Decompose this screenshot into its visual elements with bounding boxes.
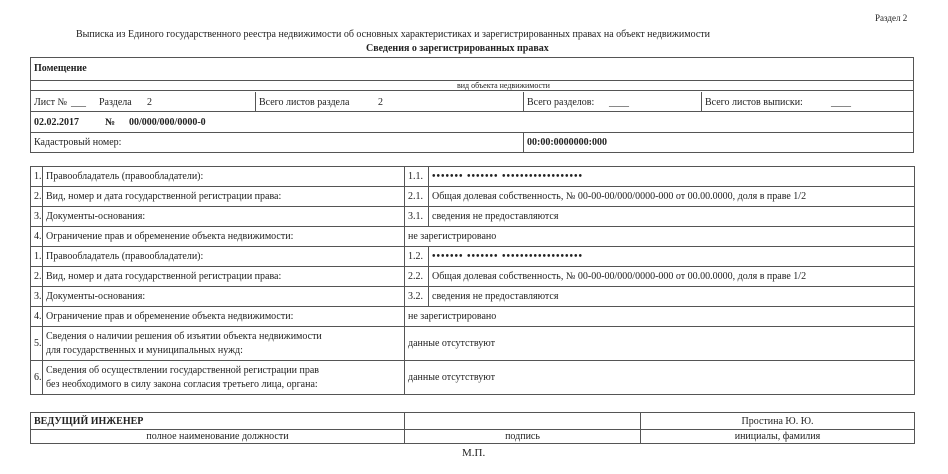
row-sub-number: 1.1. — [405, 167, 429, 187]
signature-notes-row — [31, 430, 915, 444]
row-value: данные отсутствуют — [405, 327, 915, 361]
row-label: Документы-основания: — [43, 287, 405, 307]
document-title: Выписка из Единого государственного реестра недвижимости об основных характеристиках и зарегистрированных правах на объект недвижимости — [76, 29, 711, 40]
row-value: не зарегистрировано — [405, 227, 915, 247]
row-number: 2. — [31, 267, 43, 287]
sheet-value: ___ — [71, 97, 86, 108]
row-label-line: без необходимого в силу закона согласия третьего лица, органа: — [46, 378, 318, 390]
object-type: Помещение — [34, 63, 87, 74]
table-row — [31, 227, 915, 247]
divider — [523, 92, 524, 111]
section-label: Раздел 2 — [875, 13, 908, 23]
row-label: Правообладатель (правообладатели): — [43, 247, 405, 267]
total-sections-value: ____ — [609, 97, 629, 108]
signer-name: Простина Ю. Ю. — [641, 413, 915, 430]
row-value: Общая долевая собственность, № 00-00-00/000/0000-000 от 00.00.0000, доля в праве 1/2 — [429, 187, 915, 207]
extract-number: 00/000/000/0000-0 — [129, 117, 206, 128]
row-sub-number: 1.2. — [405, 247, 429, 267]
row-label: Правообладатель (правообладатели): — [43, 167, 405, 187]
sign-note: подпись — [405, 430, 641, 444]
row-number: 1. — [31, 247, 43, 267]
table-row — [31, 327, 915, 361]
extract-number-label: № — [105, 117, 116, 128]
name-note: инициалы, фамилия — [641, 430, 915, 444]
rights-table — [30, 166, 915, 395]
row-label-line: Сведения о наличии решения об изъятии объекта недвижимости — [46, 330, 322, 342]
total-sheets-label: Всего листов выписки: — [705, 97, 803, 108]
divider — [31, 132, 913, 133]
signature-table — [30, 412, 915, 444]
table-row — [31, 287, 915, 307]
table-row — [31, 361, 915, 395]
row-number: 4. — [31, 307, 43, 327]
row-number: 3. — [31, 207, 43, 227]
row-sub-number: 3.1. — [405, 207, 429, 227]
row-label: Вид, номер и дата государственной регистрации права: — [43, 267, 405, 287]
table-row — [31, 247, 915, 267]
row-label — [43, 361, 405, 395]
row-label — [43, 327, 405, 361]
row-label-line: Сведения об осуществлении государственной регистрации прав — [46, 364, 319, 376]
total-sections-label: Всего разделов: — [527, 97, 595, 108]
table-row — [31, 267, 915, 287]
table-row — [31, 307, 915, 327]
divider — [523, 133, 524, 153]
row-number: 6. — [31, 361, 43, 395]
divider — [255, 92, 256, 111]
row-number: 1. — [31, 167, 43, 187]
section-number-label: Раздела — [99, 97, 132, 108]
row-value: ••••••• ••••••• •••••••••••••••••• — [429, 167, 915, 187]
row-sub-number: 2.2. — [405, 267, 429, 287]
row-number: 2. — [31, 187, 43, 207]
object-type-note: вид объекта недвижимости — [457, 81, 550, 90]
row-value: данные отсутствуют — [405, 361, 915, 395]
sheet-label: Лист № — [34, 97, 67, 108]
row-label: Ограничение прав и обременение объекта недвижимости: — [43, 307, 405, 327]
table-row — [31, 167, 915, 187]
signer-position: ВЕДУЩИЙ ИНЖЕНЕР — [31, 413, 405, 430]
row-label: Вид, номер и дата государственной регистрации права: — [43, 187, 405, 207]
row-label: Документы-основания: — [43, 207, 405, 227]
row-label: Ограничение прав и обременение объекта недвижимости: — [43, 227, 405, 247]
row-value: ••••••• ••••••• •••••••••••••••••• — [429, 247, 915, 267]
row-sub-number: 3.2. — [405, 287, 429, 307]
section-number-value: 2 — [147, 97, 152, 108]
divider — [31, 90, 913, 91]
document-subtitle: Сведения о зарегистрированных правах — [366, 43, 549, 54]
row-value: Общая долевая собственность, № 00-00-00/000/0000-000 от 00.00.0000, доля в праве 1/2 — [429, 267, 915, 287]
row-value: сведения не предоставляются — [429, 287, 915, 307]
stamp-label: М.П. — [462, 447, 486, 459]
sheets-in-section-label: Всего листов раздела — [259, 97, 350, 108]
cadastral-label: Кадастровый номер: — [34, 137, 122, 148]
table-row — [31, 187, 915, 207]
row-number: 4. — [31, 227, 43, 247]
row-value: сведения не предоставляются — [429, 207, 915, 227]
signature-row — [31, 413, 915, 430]
row-sub-number: 2.1. — [405, 187, 429, 207]
object-info-frame — [30, 57, 914, 153]
table-row — [31, 207, 915, 227]
total-sheets-value: ____ — [831, 97, 851, 108]
divider — [31, 111, 913, 112]
extract-date: 02.02.2017 — [34, 117, 79, 128]
row-number: 5. — [31, 327, 43, 361]
row-number: 3. — [31, 287, 43, 307]
signature-cell — [405, 413, 641, 430]
cadastral-value: 00:00:0000000:000 — [527, 137, 607, 148]
divider — [701, 92, 702, 111]
row-label-line: для государственных и муниципальных нужд: — [46, 344, 243, 356]
position-note: полное наименование должности — [31, 430, 405, 444]
sheets-in-section-value: 2 — [378, 97, 383, 108]
row-value: не зарегистрировано — [405, 307, 915, 327]
